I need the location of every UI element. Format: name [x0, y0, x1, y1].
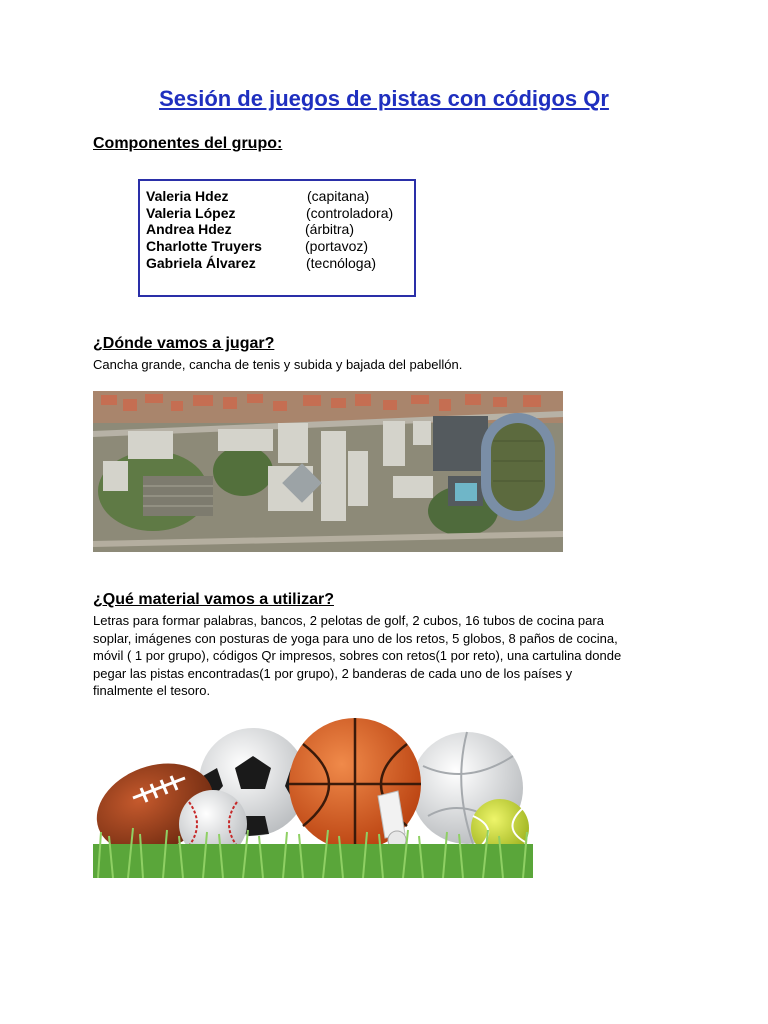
document-title: Sesión de juegos de pistas con códigos Qr [159, 86, 609, 111]
member-name: Andrea Hdez [146, 221, 232, 237]
group-heading: Componentes del grupo: [93, 135, 283, 152]
member-row [146, 221, 355, 237]
member-role: (controladora) [306, 205, 394, 221]
material-line: Letras para formar palabras, bancos, 2 pelotas de golf, 2 cubos, 16 tubos de cocina para [93, 613, 604, 628]
location-heading: ¿Dónde vamos a jugar? [93, 335, 275, 352]
sports-balls-image [93, 716, 533, 878]
member-role: (capitana) [307, 188, 370, 204]
member-role: (árbitra) [305, 221, 355, 237]
material-line: móvil ( 1 por grupo), códigos Qr impresos, sobres con retos(1 por reto), una cartulina donde [93, 648, 622, 664]
aerial-map-image [93, 391, 563, 552]
member-row [146, 188, 370, 204]
member-name: Valeria Hdez [146, 188, 229, 204]
member-name: Valeria López [146, 205, 236, 221]
member-row [146, 255, 377, 271]
material-line: soplar, imágenes con posturas de yoga para uno de los retos, 5 globos, 8 paños de cocina, [93, 630, 618, 646]
material-heading: ¿Qué material vamos a utilizar? [93, 591, 334, 608]
member-role: (tecnóloga) [306, 255, 377, 271]
material-line: pegar las pistas encontradas(1 por grupo), 2 banderas de cada uno de los países y [93, 665, 573, 681]
material-text [93, 612, 673, 700]
member-role: (portavoz) [305, 238, 369, 254]
member-row [146, 238, 369, 254]
member-name: Charlotte Truyers [146, 238, 262, 254]
location-text: Cancha grande, cancha de tenis y subida y bajada del pabellón. [93, 357, 463, 372]
members-box [138, 179, 416, 297]
material-line: finalmente el tesoro. [93, 683, 211, 699]
member-row [146, 205, 394, 221]
member-name: Gabriela Álvarez [146, 255, 256, 271]
